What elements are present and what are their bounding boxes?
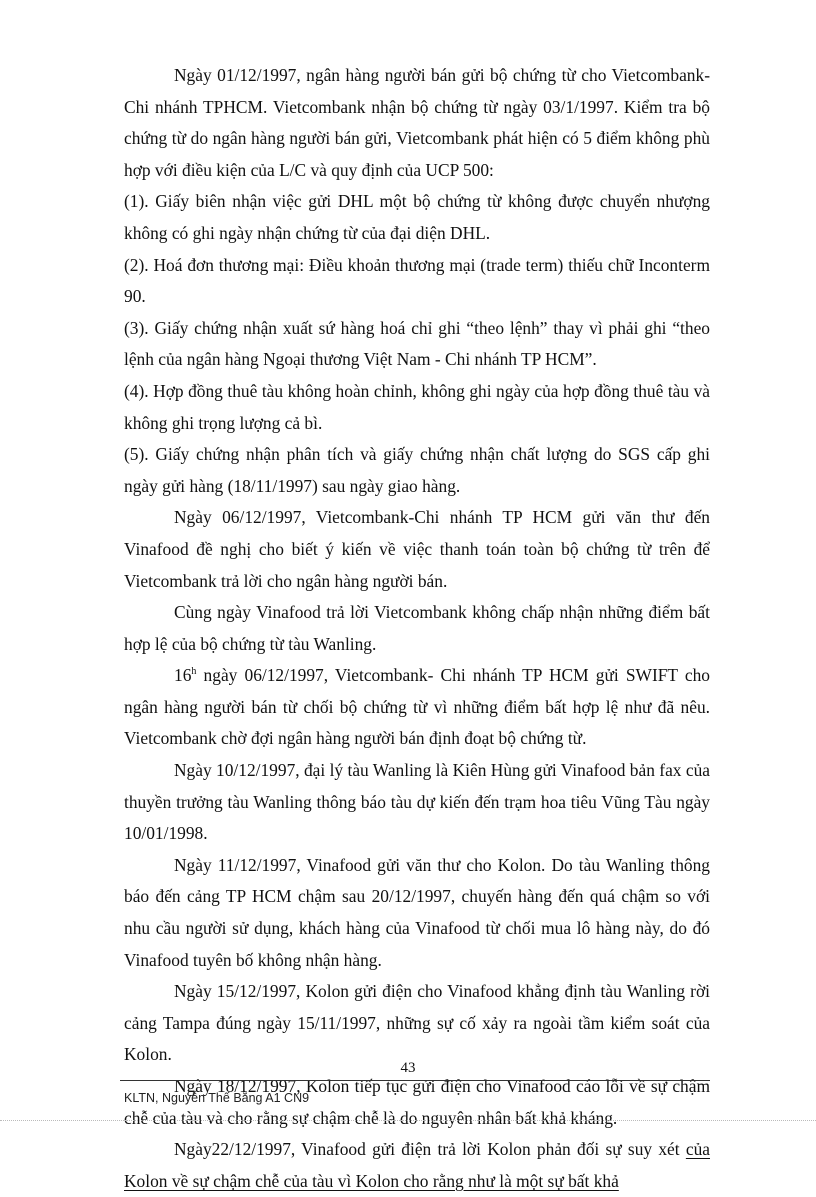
paragraph: Ngày 18/12/1997, Kolon tiếp tục gửi điện cho Vinafood cáo lỗi về sự chậm chễ của tàu và cho rằng sự chậm chễ là do nguyên nhân bất khả kháng. bbox=[124, 1076, 710, 1128]
list-item: (1). Giấy biên nhận việc gửi DHL một bộ chứng từ không được chuyển nhượng không có ghi ngày nhận chứng từ của đại diện DHL. bbox=[124, 191, 710, 243]
footer-divider bbox=[120, 1080, 710, 1081]
paragraph: Ngày 10/12/1997, đại lý tàu Wanling là Kiên Hùng gửi Vinafood bản fax của thuyền trưởng tàu Wanling thông báo tàu dự kiến đến trạm hoa tiêu Vũng Tàu ngày 10/01/1998. bbox=[124, 760, 710, 844]
time-hour-suffix: h bbox=[191, 666, 197, 678]
time-hour: 16 bbox=[174, 665, 192, 686]
body-text bbox=[124, 60, 710, 1197]
list-item: (2). Hoá đơn thương mại: Điều khoản thương mại (trade term) thiếu chữ Inconterm 90. bbox=[124, 254, 710, 307]
page-number: 43 bbox=[400, 1060, 416, 1076]
list-item: (4). Hợp đồng thuê tàu không hoàn chỉnh, không ghi ngày của hợp đồng thuê tàu và không ghi trọng lượng cả bì. bbox=[124, 380, 710, 433]
list-item: (3). Giấy chứng nhận xuất sứ hàng hoá chỉ ghi “theo lệnh” thay vì phải ghi “theo lệnh của ngân hàng Ngoại thương Việt Nam - Chi nhánh TP HCM”. bbox=[124, 317, 710, 370]
footer-author: KLTN, Nguyễn Thế Bằng A1 CN9 bbox=[124, 1091, 310, 1105]
paragraph-last bbox=[124, 1134, 710, 1197]
paragraph-last-line-1: Ngày22/12/1997, Vinafood gửi điện trả lời Kolon phản đối sự suy xét bbox=[174, 1139, 680, 1160]
paragraph: Ngày 06/12/1997, Vietcombank-Chi nhánh TP HCM gửi văn thư đến Vinafood đề nghị cho biết ý kiến về việc thanh toán toàn bộ chứng từ trên để Vietcombank trả lời cho ngân hàng người bán. bbox=[124, 507, 710, 591]
paragraph: Ngày 01/12/1997, ngân hàng người bán gửi bộ chứng từ cho Vietcombank-Chi nhánh TPHCM. Vietcombank nhận bộ chứng từ ngày 03/1/1997. Kiểm tra bộ chứng từ do ngân hàng người bán gửi, Vietcombank phát hiện có 5 điểm không phù hợp với điều kiện của L/C và quy định của UCP 500: bbox=[124, 65, 710, 180]
paragraph: Ngày 15/12/1997, Kolon gửi điện cho Vinafood khẳng định tàu Wanling rời cảng Tampa đúng ngày 15/11/1997, những sự cố xảy ra ngoài tầm kiểm soát của Kolon. bbox=[124, 981, 710, 1065]
paragraph-swift-text: ngày 06/12/1997, Vietcombank- Chi nhánh TP HCM gửi SWIFT cho ngân hàng người bán từ chối bộ chứng từ vì những điểm bất hợp lệ như đã nêu. Vietcombank chờ đợi ngân hàng người bán định đoạt bộ chứng từ. bbox=[124, 665, 710, 749]
paragraph: Ngày 11/12/1997, Vinafood gửi văn thư cho Kolon. Do tàu Wanling thông báo đến cảng TP HCM chậm sau 20/12/1997, chuyến hàng đến quá chậm so với nhu cầu người sử dụng, khách hàng của Vinafood từ chối mua lô hàng này, do đó Vinafood tuyên bố không nhận hàng. bbox=[124, 854, 710, 970]
paragraph-last-line-2: của Kolon về sự chậm chễ của tàu vì Kolon cho rằng như là một sự bất khả bbox=[124, 1139, 710, 1191]
paragraph-swift bbox=[124, 660, 710, 755]
paragraph: Cùng ngày Vinafood trả lời Vietcombank không chấp nhận những điểm bất hợp lệ của bộ chứng từ tàu Wanling. bbox=[124, 602, 710, 654]
page-bottom-edge bbox=[0, 1120, 816, 1121]
list-item: (5). Giấy chứng nhận phân tích và giấy chứng nhận chất lượng do SGS cấp ghi ngày gửi hàng (18/11/1997) sau ngày giao hàng. bbox=[124, 444, 710, 496]
